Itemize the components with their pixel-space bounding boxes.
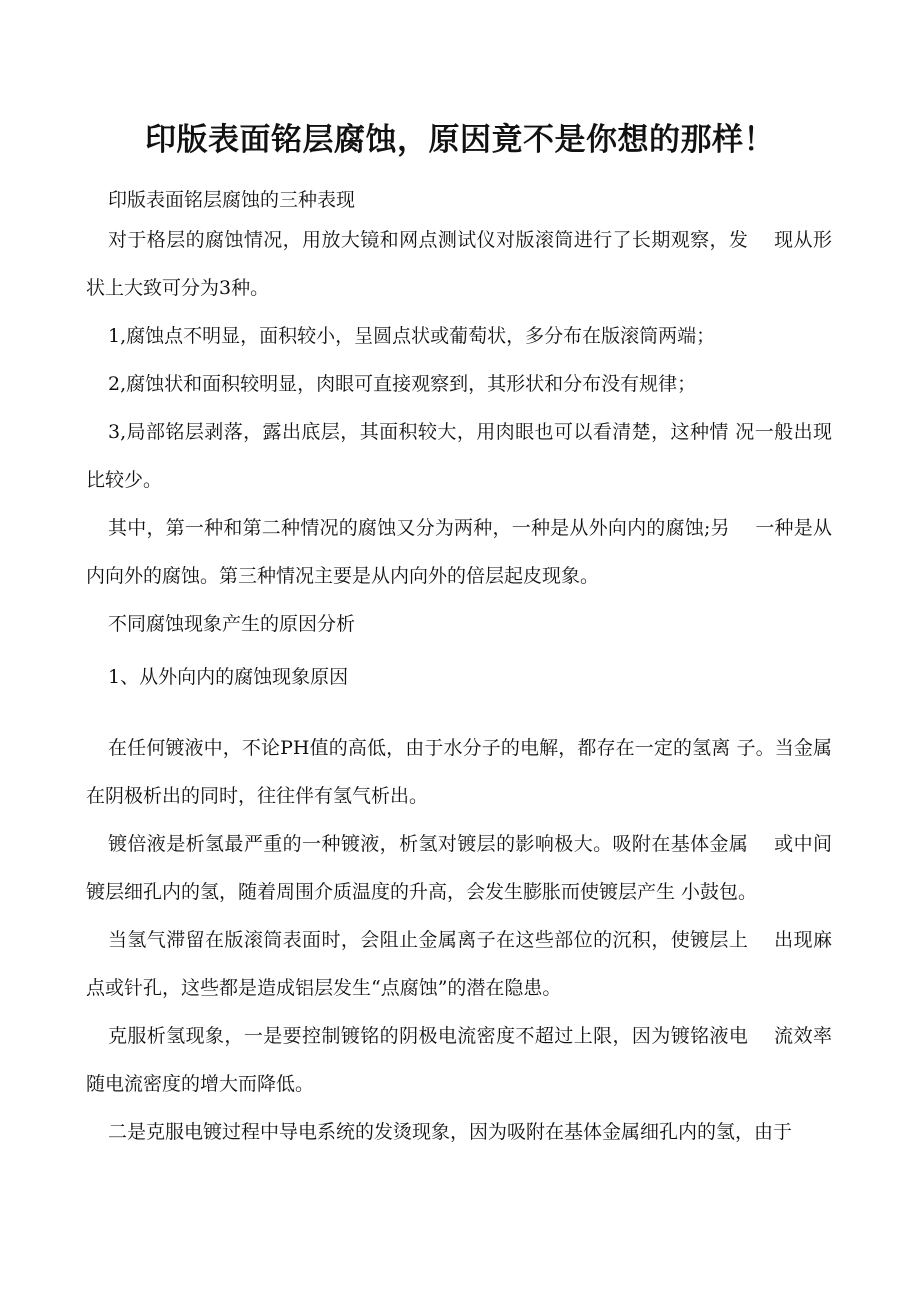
paragraph-4: 2,腐蚀状和面积较明显，肉眼可直接观察到，其形状和分布没有规律；	[108, 373, 697, 395]
paragraph-11: 当氢气滞留在版滚筒表面时，会阻止金属离子在这些部位的沉积，使镀层上 出现麻点或针孔，这些都是造成铝层发生“点腐蚀”的潜在隐患。	[86, 929, 832, 999]
paragraph-5: 3,局部铭层剥落，露出底层，其面积较大，用肉眼也可以看清楚，这种情 况一般出现比较少。	[86, 421, 832, 491]
paragraph-2: 对于格层的腐蚀情况，用放大镜和网点测试仪对版滚筒进行了长期观察，发 现从形状上大致可分为3种。	[86, 229, 832, 299]
paragraph-3: 1,腐蚀点不明显，面积较小，呈圆点状或葡萄状，多分布在版滚筒两端；	[108, 325, 716, 347]
paragraph-12: 克服析氢现象，一是要控制镀铭的阴极电流密度不超过上限，因为镀铭液电 流效率随电流密度的增大而降低。	[86, 1025, 832, 1095]
paragraph-1: 印版表面铭层腐蚀的三种表现	[108, 189, 356, 211]
document-title: 印版表面铭层腐蚀，原因竟不是你想的那样！	[145, 122, 775, 158]
paragraph-8: 1、从外向内的腐蚀现象原因	[108, 666, 349, 688]
paragraph-13: 二是克服电镀过程中导电系统的发烫现象，因为吸附在基体金属细孔内的氢，由于	[108, 1121, 793, 1143]
paragraph-9: 在任何镀液中，不论PH值的高低，由于水分子的电解，都存在一定的氢离 子。当金属在阴极析出的同时，往往伴有氢气析出。	[86, 737, 832, 807]
paragraph-10: 镀倍液是析氢最严重的一种镀液，析氢对镀层的影响极大。吸附在基体金属 或中间镀层细孔内的氢，随着周围介质温度的升高，会发生膨胀而使镀层产生 小鼓包。	[86, 833, 832, 903]
paragraph-7: 不同腐蚀现象产生的原因分析	[108, 613, 356, 635]
paragraph-6: 其中，第一种和第二种情况的腐蚀又分为两种，一种是从外向内的腐蚀;另 一种是从内向外的腐蚀。第三种情况主要是从内向外的倍层起皮现象。	[86, 517, 832, 587]
